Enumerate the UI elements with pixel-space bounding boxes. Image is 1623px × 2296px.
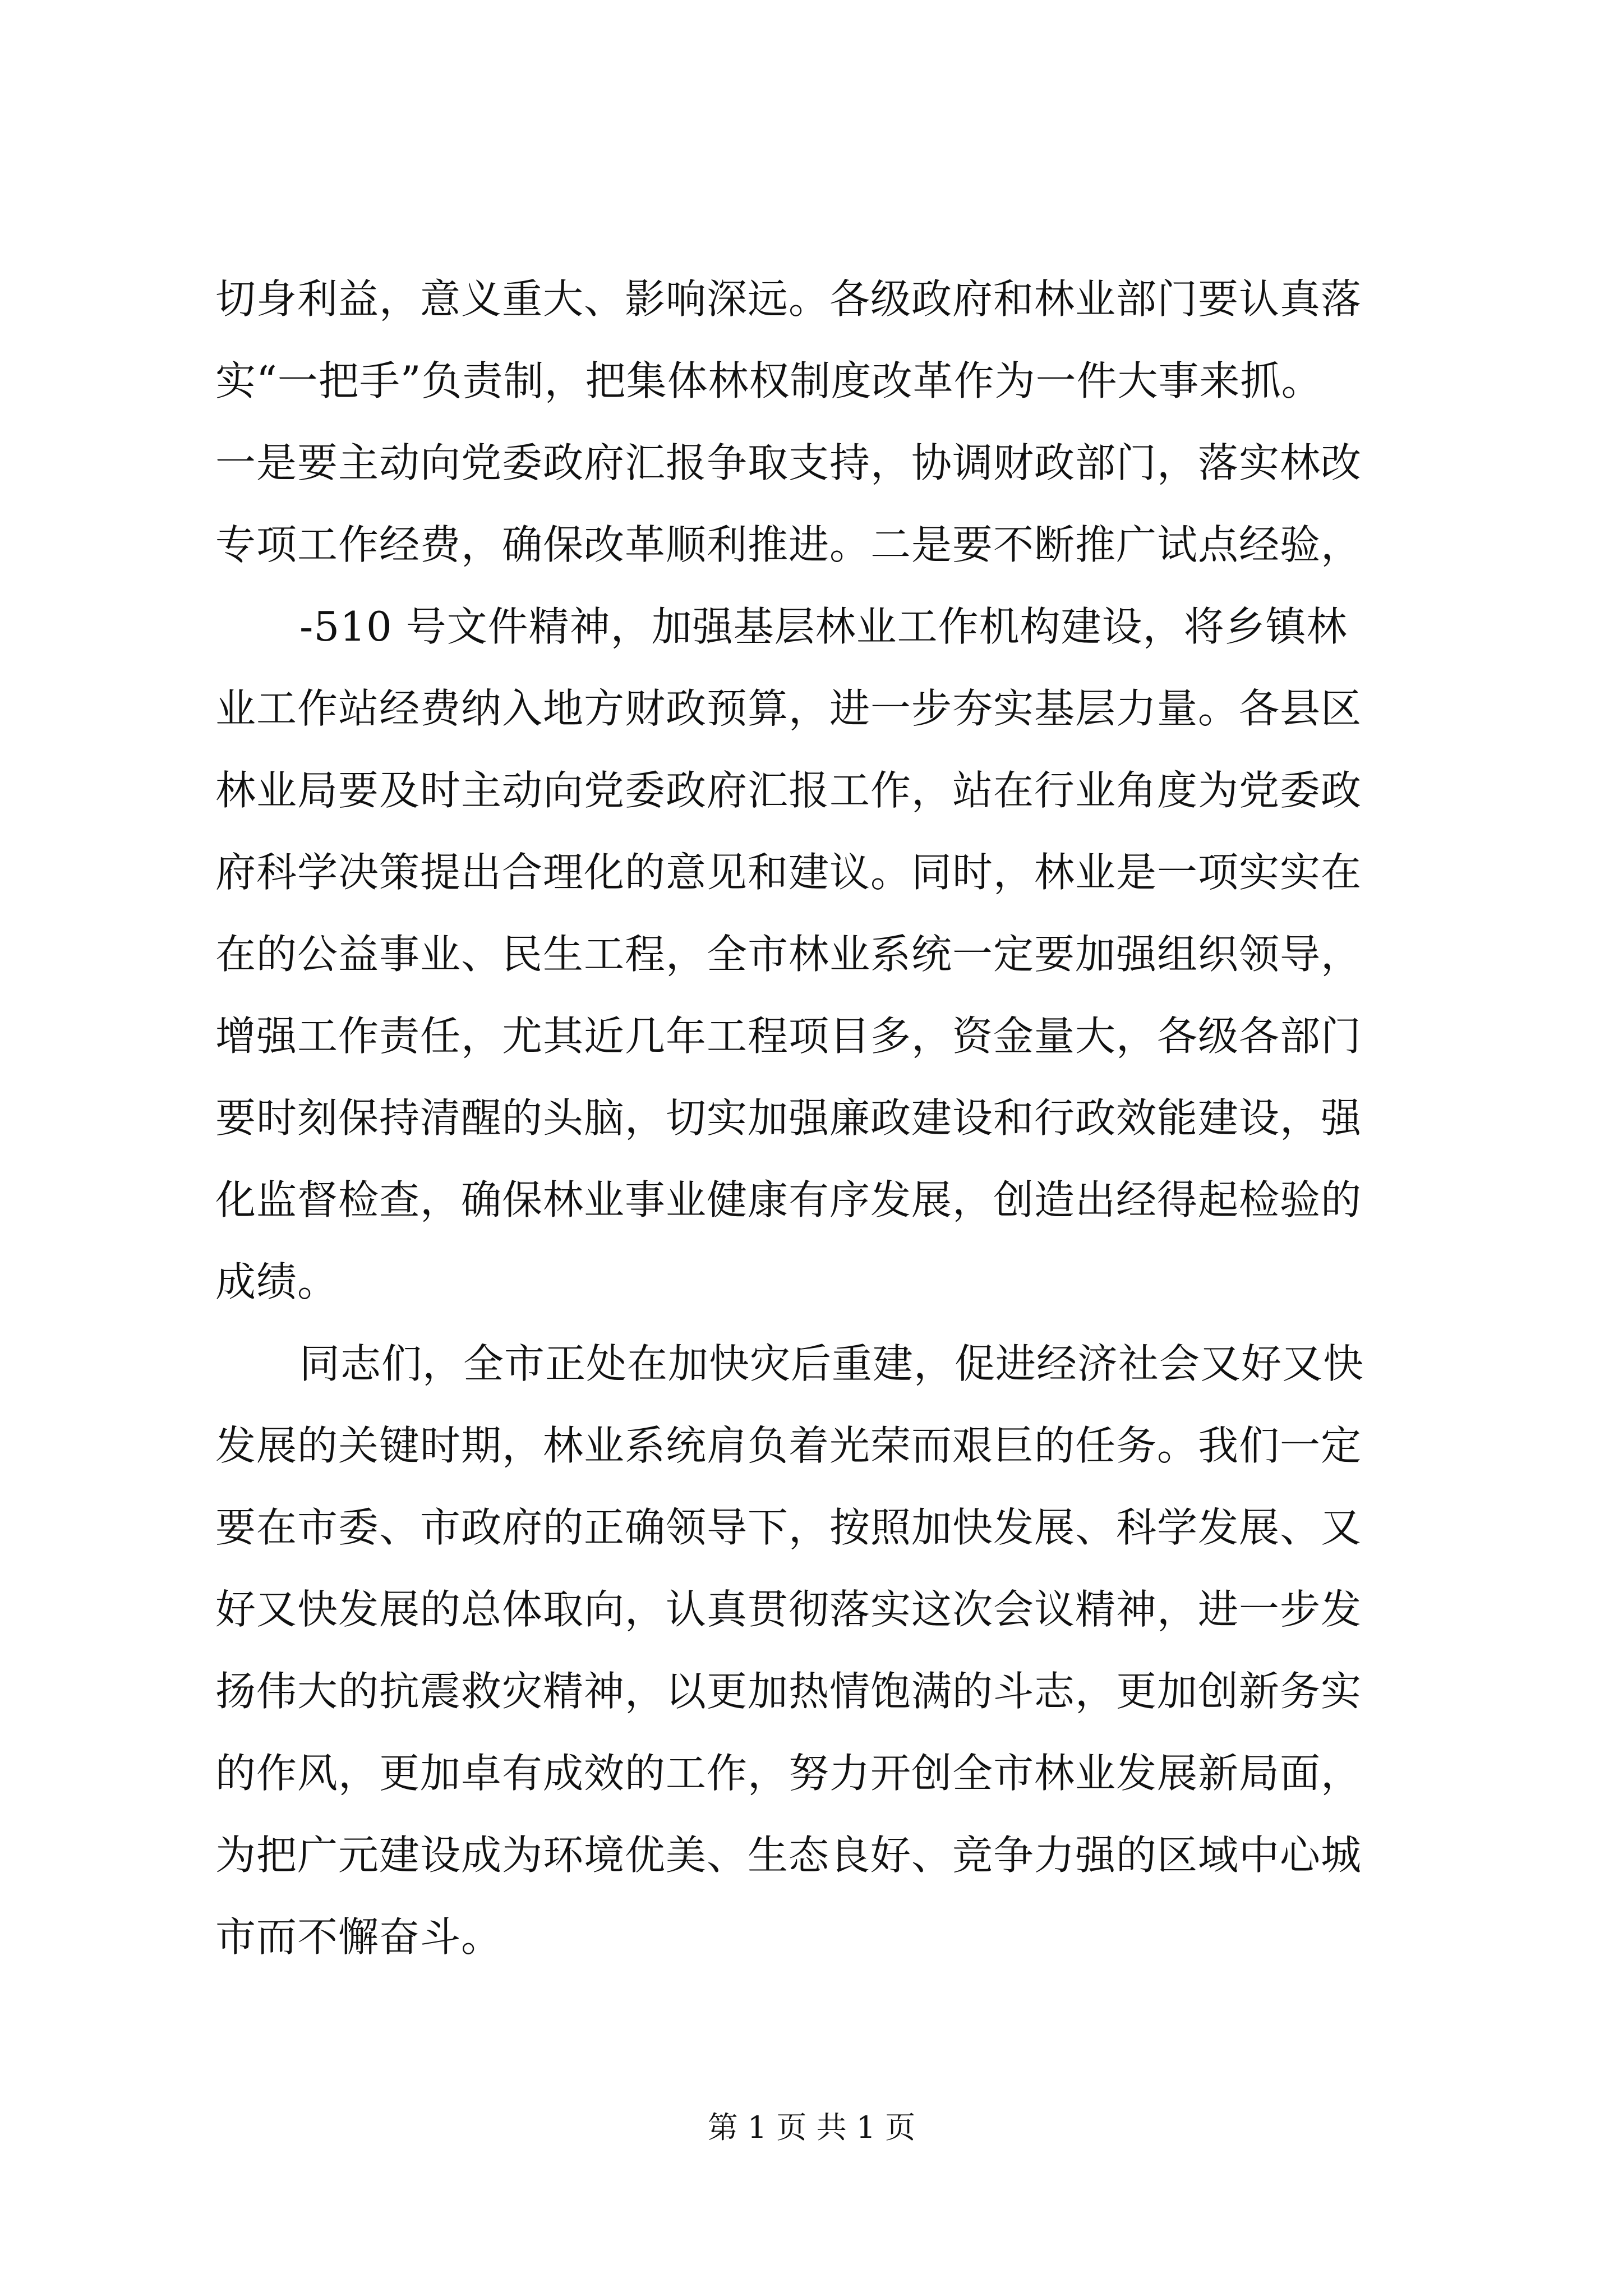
text-line: 的作风，更加卓有成效的工作，努力开创全市林业发展新局面， <box>215 1750 1362 1797</box>
text-line: 要时刻保持清醒的头脑，切实加强廉政建设和行政效能建设，强 <box>215 1094 1362 1142</box>
text-line: -510 号文件精神，加强基层林业工作机构建设，将乡镇林 <box>299 603 1348 650</box>
text-line: 业工作站经费纳入地方财政预算，进一步夯实基层力量。各县区 <box>215 685 1362 732</box>
text-line: 实“一把手”负责制，把集体林权制度改革作为一件大事来抓。 <box>215 357 1322 404</box>
document-body <box>215 258 1421 1978</box>
text-line: 成绩。 <box>215 1258 339 1305</box>
text-line: 增强工作责任，尤其近几年工程项目多，资金量大，各级各部门 <box>215 1013 1362 1060</box>
text-line: 府科学决策提出合理化的意见和建议。同时，林业是一项实实在 <box>215 849 1362 896</box>
text-line: 一是要主动向党委政府汇报争取支持，协调财政部门，落实林改 <box>215 439 1362 486</box>
text-line: 在的公益事业、民生工程，全市林业系统一定要加强组织领导， <box>215 931 1362 978</box>
text-line: 发展的关键时期，林业系统肩负着光荣而艰巨的任务。我们一定 <box>215 1422 1362 1469</box>
text-line: 市而不懈奋斗。 <box>215 1913 502 1961</box>
text-line: 林业局要及时主动向党委政府汇报工作，站在行业角度为党委政 <box>215 767 1362 814</box>
page-footer: 第 1 页 共 1 页 <box>707 2110 916 2145</box>
text-line: 同志们，全市正处在加快灾后重建，促进经济社会又好又快 <box>299 1340 1364 1387</box>
text-line: 切身利益，意义重大、影响深远。各级政府和林业部门要认真落 <box>215 275 1362 323</box>
text-line: 好又快发展的总体取向，认真贯彻落实这次会议精神，进一步发 <box>215 1586 1362 1633</box>
text-line: 为把广元建设成为环境优美、生态良好、竞争力强的区域中心城 <box>215 1832 1362 1879</box>
text-line: 扬伟大的抗震救灾精神，以更加热情饱满的斗志，更加创新务实 <box>215 1668 1362 1715</box>
text-line: 化监督检查，确保林业事业健康有序发展，创造出经得起检验的 <box>215 1176 1362 1223</box>
text-line: 专项工作经费，确保改革顺利推进。二是要不断推广试点经验， <box>215 521 1362 568</box>
text-line: 要在市委、市政府的正确领导下，按照加快发展、科学发展、又 <box>215 1504 1362 1551</box>
